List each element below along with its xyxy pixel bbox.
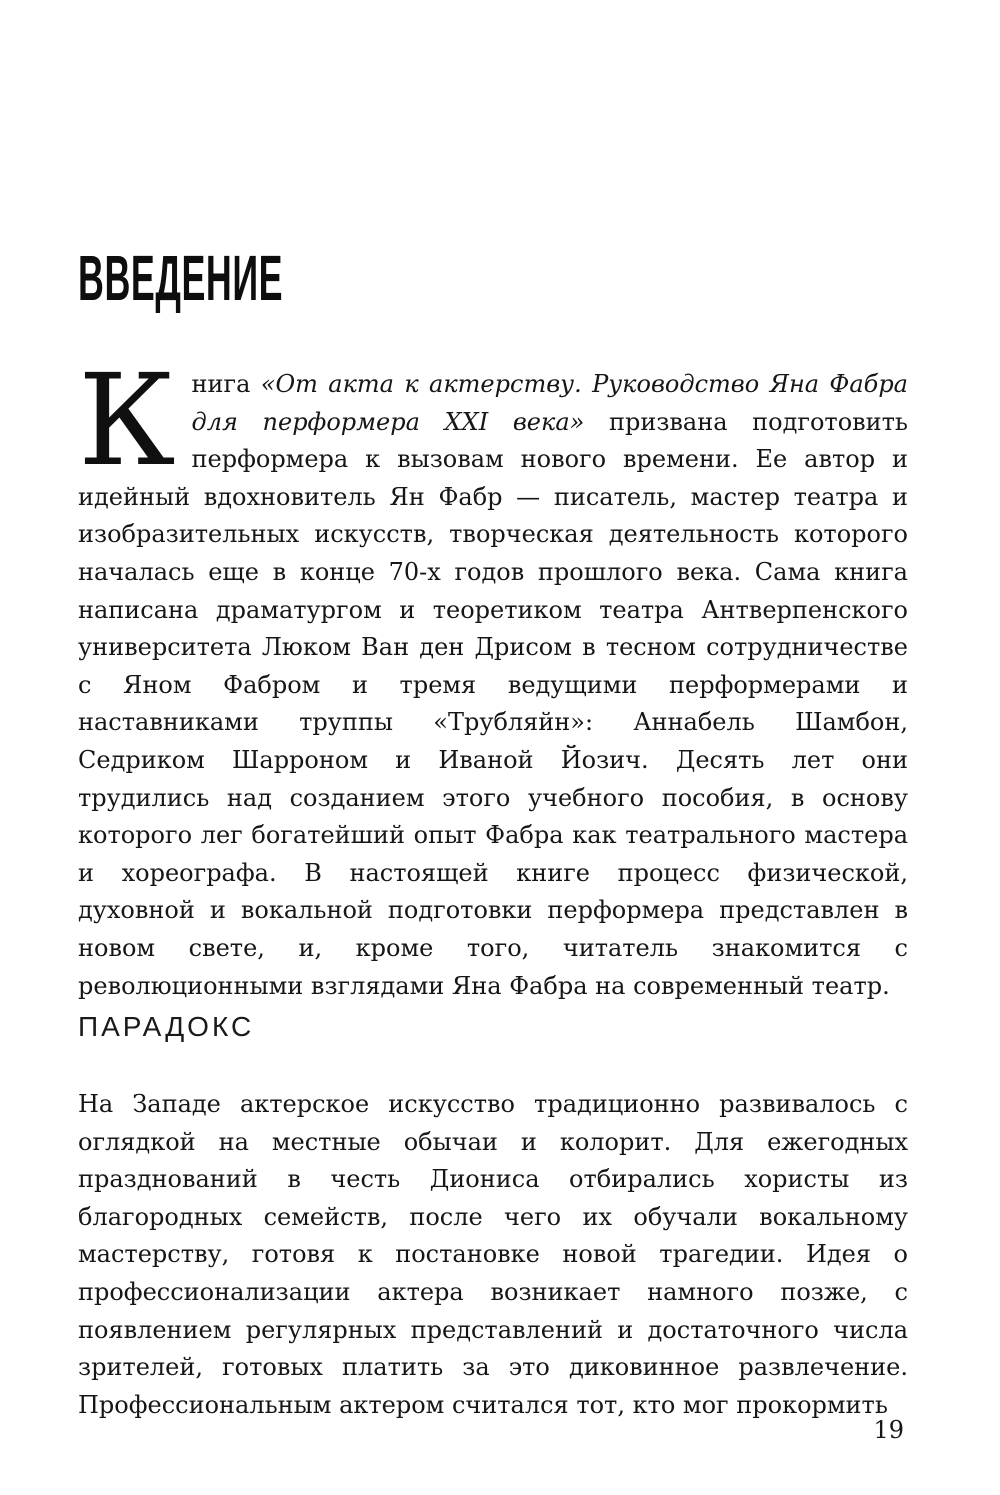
section-text: На Западе актерское искусство традиционно развивалось с оглядкой на местные обычаи и колорит. Для ежегодных празднований в честь Диониса отбирались хористы из благородных семейств, после чего их обучали вокальному мастерству, готовя к постановке новой трагедии. Идея о профессионализации актера возникает намного позже, с появлением регулярных представлений и достаточного числа зрителей, готовых платить за это диковинное развлечение. Профессиональным актером считался тот, кто мог прокормить <box>78 1090 908 1419</box>
intro-paragraph <box>78 347 909 1005</box>
page-number: 19 <box>873 1416 904 1444</box>
intro-text-rest: призвана подготовить перформера к вызовам нового времени. Ее автор и идейный вдохновитель Ян Фабр — писатель, мастер театра и изобразительных искусств, творческая деятельность которого началась еще в конце 70-х годов прошлого века. Сама книга написана драматургом и теоретиком театра Антверпенского университета Люком Ван ден Дрисом в тесном сотрудничестве с Яном Фабром и тремя ведущими перформерами и наставниками труппы «Трубляйн»: Аннабель Шамбон, Седриком Шарроном и Иваной Йозич. Десять лет они трудились над созданием этого учебного пособия, в основу которого лег богатейший опыт Фабра как театрального мастера и хореографа. В настоящей книге процесс физической, духовной и вокальной подготовки перформера представлен в новом свете, и, кроме того, читатель знакомится с революционными взглядами Яна Фабра на современный театр. <box>78 407 909 1000</box>
section-paragraph <box>78 1086 908 1424</box>
drop-cap: К <box>78 347 176 494</box>
chapter-title: ВВЕДЕНИЕ <box>78 242 284 314</box>
section-heading: ПАРАДОКС <box>78 1011 255 1042</box>
intro-text-start: нига <box>191 370 261 398</box>
book-title-italic: «От акта к актерству. Руководство Яна Фабра для перформера XXI века» <box>191 370 908 436</box>
